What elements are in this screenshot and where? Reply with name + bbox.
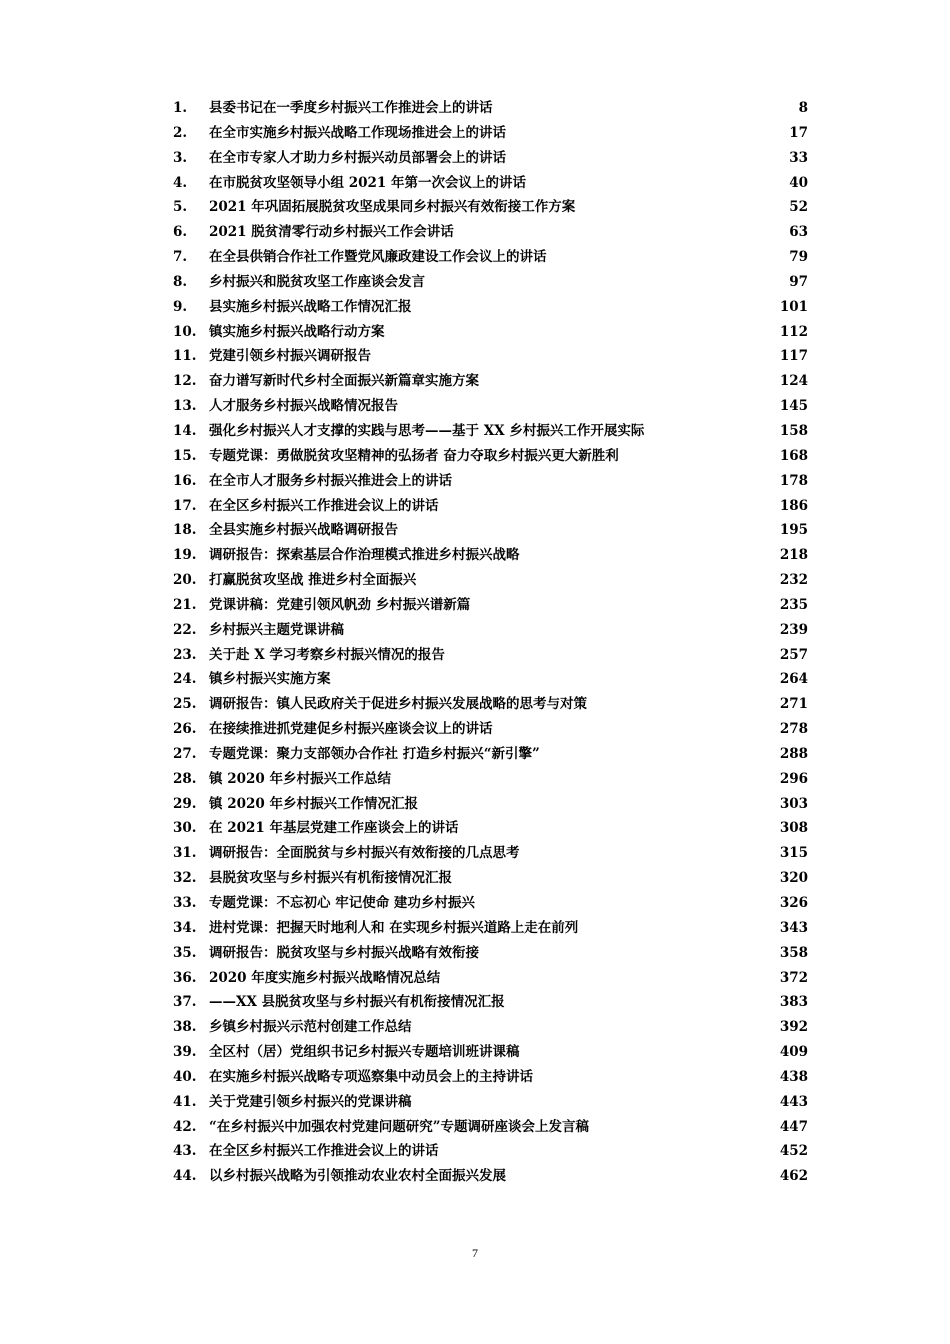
toc-entry[interactable] [173,618,808,643]
toc-entry[interactable] [173,469,808,494]
toc-entry-number: 19. [173,547,197,564]
toc-entry-number: 31. [173,845,197,862]
toc-entry[interactable] [173,146,808,171]
toc-entry-title: 在全区乡村振兴工作推进会议上的讲话 [209,497,439,514]
toc-entry-page: 383 [779,994,808,1011]
toc-entry-page: 443 [779,1093,808,1110]
toc-entry-page: 239 [779,621,808,638]
toc-entry-number: 12. [173,373,197,390]
toc-entry-page: 145 [779,398,808,415]
toc-entry[interactable] [173,344,808,369]
toc-entry-title: 党建引领乡村振兴调研报告 [209,348,371,365]
toc-entry-title: 在全市人才服务乡村振兴推进会上的讲话 [209,472,452,489]
toc-entry-title: 专题党课：不忘初心 牢记使命 建功乡村振兴 [209,895,475,911]
toc-entry[interactable] [173,494,808,519]
toc-entry-title: 镇乡村振兴实施方案 [209,671,331,688]
toc-entry-page: 168 [779,447,808,464]
toc-entry-page: 264 [779,671,808,688]
toc-entry-number: 10. [173,323,197,340]
toc-entry-page: 326 [779,895,808,911]
toc-entry[interactable] [173,444,808,469]
toc-entry-number: 43. [173,1143,197,1160]
toc-entry-page: 158 [779,422,808,439]
toc-entry-title: 2021 年巩固拓展脱贫攻坚成果同乡村振兴有效衔接工作方案 [209,199,576,216]
toc-entry-number: 28. [173,770,197,787]
toc-entry-page: 257 [779,646,808,663]
toc-entry-page: 462 [779,1168,808,1185]
toc-entry-title: 全区村（居）党组织书记乡村振兴专题培训班讲课稿 [209,1044,520,1061]
toc-entry-title: 在全市实施乡村振兴战略工作现场推进会上的讲话 [209,124,506,141]
toc-entry[interactable] [173,568,808,593]
toc-entry-page: 447 [779,1118,808,1135]
toc-entry-number: 17. [173,497,197,514]
toc-entry[interactable] [173,419,808,444]
toc-entry-title: 县实施乡村振兴战略工作情况汇报 [209,298,412,315]
toc-entry-title: 乡村振兴和脱贫攻坚工作座谈会发言 [209,273,425,290]
toc-entry-page: 79 [789,249,808,266]
toc-entry[interactable] [173,742,808,767]
toc-entry[interactable] [173,320,808,345]
toc-entry-number: 29. [173,795,197,812]
toc-entry-number: 39. [173,1044,197,1061]
toc-entry-title: 人才服务乡村振兴战略情况报告 [209,398,398,415]
toc-entry-page: 178 [779,472,808,489]
toc-entry-page: 315 [779,845,808,862]
toc-entry-number: 36. [173,969,197,986]
toc-entry[interactable] [173,518,808,543]
toc-entry[interactable] [173,1065,808,1090]
toc-entry[interactable] [173,270,808,295]
toc-entry-title: 调研报告：脱贫攻坚与乡村振兴战略有效衔接 [209,944,479,961]
toc-entry[interactable] [173,121,808,146]
toc-entry-title: 专题党课：勇做脱贫攻坚精神的弘扬者 奋力夺取乡村振兴更大新胜利 [209,447,619,464]
toc-entry[interactable] [173,1115,808,1140]
toc-entry-title: 进村党课：把握天时地利人和 在实现乡村振兴道路上走在前列 [209,919,579,936]
toc-entry-title: 镇 2020 年乡村振兴工作情况汇报 [209,795,418,812]
toc-entry[interactable] [173,295,808,320]
toc-entry-title: 奋力谱写新时代乡村全面振兴新篇章实施方案 [209,373,479,390]
toc-entry[interactable] [173,543,808,568]
toc-entry-number: 16. [173,472,197,489]
toc-entry-title: 县脱贫攻坚与乡村振兴有机衔接情况汇报 [209,870,452,887]
toc-entry[interactable] [173,220,808,245]
toc-entry-title: 在 2021 年基层党建工作座谈会上的讲话 [209,820,459,837]
toc-entry-title: 2020 年度实施乡村振兴战略情况总结 [209,969,441,986]
toc-entry-page: 235 [779,596,808,613]
toc-entry-page: 296 [779,770,808,787]
toc-entry-title: 乡村振兴主题党课讲稿 [209,621,344,638]
toc-entry-page: 358 [779,944,808,961]
toc-entry-page: 8 [798,100,808,116]
toc-entry-number: 22. [173,621,197,638]
toc-entry-page: 392 [779,1019,808,1036]
toc-entry-number: 11. [173,348,197,365]
toc-entry-number: 21. [173,596,197,613]
toc-entry[interactable] [173,841,808,866]
toc-entry-title: 打赢脱贫攻坚战 推进乡村全面振兴 [209,572,417,589]
toc-entry-number: 24. [173,671,197,688]
toc-entry[interactable] [173,866,808,891]
toc-entry-number: 38. [173,1019,197,1036]
toc-entry-page: 271 [779,696,808,713]
toc-entry-number: 42. [173,1118,197,1135]
toc-entry-number: 35. [173,944,197,961]
toc-entry-title: 镇实施乡村振兴战略行动方案 [209,323,385,340]
toc-entry-number: 4. [173,174,188,191]
toc-entry[interactable] [173,1040,808,1065]
toc-entry-page: 40 [789,174,808,191]
toc-entry-page: 117 [779,348,808,365]
toc-entry-number: 33. [173,895,197,911]
toc-entry-number: 34. [173,919,197,936]
toc-entry-number: 41. [173,1093,197,1110]
toc-entry-number: 30. [173,820,197,837]
toc-entry-title: 全县实施乡村振兴战略调研报告 [209,522,398,539]
toc-entry[interactable] [173,394,808,419]
toc-entry-number: 44. [173,1168,197,1185]
toc-entry[interactable] [173,792,808,817]
toc-entry-page: 232 [779,572,808,589]
toc-entry[interactable] [173,966,808,991]
toc-entry-page: 195 [779,522,808,539]
toc-entry-title: 乡镇乡村振兴示范村创建工作总结 [209,1019,412,1036]
toc-entry[interactable] [173,1090,808,1115]
toc-entry-number: 32. [173,870,197,887]
toc-entry[interactable] [173,767,808,792]
toc-entry-page: 17 [789,124,808,141]
toc-entry-page: 33 [789,149,808,166]
toc-entry[interactable] [173,96,808,121]
toc-entry-title: 调研报告：探索基层合作治理模式推进乡村振兴战略 [209,547,520,564]
toc-entry-number: 7. [173,249,188,266]
toc-entry[interactable] [173,171,808,196]
toc-entry-number: 40. [173,1068,197,1085]
toc-entry-title: 在接续推进抓党建促乡村振兴座谈会议上的讲话 [209,721,493,738]
toc-entry-page: 218 [779,547,808,564]
toc-entry-title: ——XX 县脱贫攻坚与乡村振兴有机衔接情况汇报 [209,994,505,1011]
toc-entry[interactable] [173,643,808,668]
toc-entry-page: 409 [779,1044,808,1061]
toc-entry[interactable] [173,245,808,270]
toc-entry-number: 26. [173,721,197,738]
toc-entry-page: 278 [779,721,808,738]
toc-entry[interactable] [173,369,808,394]
toc-entry-title: “在乡村振兴中加强农村党建问题研究”专题调研座谈会上发言稿 [209,1118,590,1135]
toc-entry-title: 关于赴 X 学习考察乡村振兴情况的报告 [209,646,445,663]
toc-entry-title: 在全区乡村振兴工作推进会议上的讲话 [209,1143,439,1160]
toc-entry-title: 党课讲稿：党建引领风帆劲 乡村振兴谱新篇 [209,596,471,613]
toc-entry-page: 63 [789,224,808,241]
toc-entry-page: 308 [779,820,808,837]
toc-entry-page: 124 [779,373,808,390]
toc-entry-title: 2021 脱贫清零行动乡村振兴工作会讲话 [209,224,454,241]
toc-entry[interactable] [173,916,808,941]
toc-entry-page: 438 [779,1068,808,1085]
toc-entry[interactable] [173,667,808,692]
toc-entry[interactable] [173,891,808,916]
toc-entry-page: 112 [779,323,808,340]
toc-entry-number: 6. [173,224,188,241]
table-of-contents [173,96,808,1189]
toc-entry-number: 8. [173,273,188,290]
toc-entry-number: 2. [173,124,188,141]
toc-entry-title: 调研报告：全面脱贫与乡村振兴有效衔接的几点思考 [209,845,520,862]
toc-entry-title: 县委书记在一季度乡村振兴工作推进会上的讲话 [209,100,493,116]
toc-entry-number: 15. [173,447,197,464]
toc-entry-page: 97 [789,273,808,290]
toc-entry-number: 37. [173,994,197,1011]
toc-entry-number: 20. [173,572,197,589]
toc-entry[interactable] [173,1139,808,1164]
toc-entry-page: 372 [779,969,808,986]
toc-entry-number: 5. [173,199,188,216]
toc-entry[interactable] [173,1015,808,1040]
toc-entry-number: 3. [173,149,188,166]
toc-entry-number: 1. [173,100,188,116]
toc-entry-page: 101 [779,298,808,315]
toc-entry-page: 452 [779,1143,808,1160]
toc-entry[interactable] [173,692,808,717]
toc-entry-title: 以乡村振兴战略为引领推动农业农村全面振兴发展 [209,1168,506,1185]
toc-entry-title: 专题党课：聚力支部领办合作社 打造乡村振兴“新引擎” [209,745,540,762]
toc-entry-title: 在市脱贫攻坚领导小组 2021 年第一次会议上的讲话 [209,174,526,191]
toc-entry-title: 在全市专家人才助力乡村振兴动员部署会上的讲话 [209,149,506,166]
toc-entry[interactable] [173,1164,808,1189]
toc-entry-title: 镇 2020 年乡村振兴工作总结 [209,770,391,787]
toc-entry-number: 9. [173,298,188,315]
toc-entry-page: 343 [779,919,808,936]
toc-entry[interactable] [173,941,808,966]
toc-entry[interactable] [173,990,808,1015]
toc-entry-number: 25. [173,696,197,713]
toc-entry-page: 288 [779,745,808,762]
toc-entry-page: 52 [789,199,808,216]
toc-entry-title: 强化乡村振兴人才支撑的实践与思考——基于 XX 乡村振兴工作开展实际 [209,422,645,439]
toc-entry-page: 320 [779,870,808,887]
toc-entry[interactable] [173,593,808,618]
toc-entry-title: 调研报告：镇人民政府关于促进乡村振兴发展战略的思考与对策 [209,696,587,713]
toc-entry[interactable] [173,816,808,841]
page-number: 7 [472,1246,478,1260]
toc-entry-title: 关于党建引领乡村振兴的党课讲稿 [209,1093,412,1110]
toc-entry-title: 在实施乡村振兴战略专项巡察集中动员会上的主持讲话 [209,1068,533,1085]
toc-entry[interactable] [173,195,808,220]
toc-entry-number: 27. [173,745,197,762]
toc-entry-number: 14. [173,422,197,439]
toc-entry-number: 23. [173,646,197,663]
toc-entry-number: 18. [173,522,197,539]
toc-entry[interactable] [173,717,808,742]
toc-entry-page: 303 [779,795,808,812]
toc-entry-number: 13. [173,398,197,415]
toc-entry-page: 186 [779,497,808,514]
toc-entry-title: 在全县供销合作社工作暨党风廉政建设工作会议上的讲话 [209,249,547,266]
